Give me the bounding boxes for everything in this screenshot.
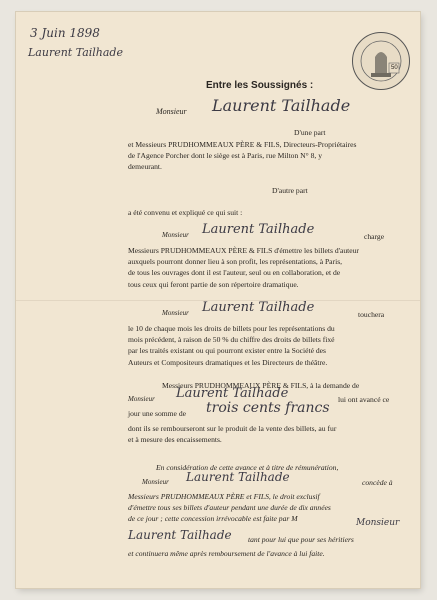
somme-text: jour une somme de [128,409,186,418]
text-line: d'émettre tous ses billets d'auteur pendant une durée de dix années [128,503,331,513]
handwritten-date: 3 Juin 1898 [30,26,100,40]
handwritten-name-5: Laurent Tailhade [186,470,290,484]
text-line: mois précédent, à raison de 50 % du chiffre des droits de billets fixé [128,335,335,345]
touchera-text: touchera [358,310,385,319]
text-line: de tous les ouvrages dont il est l'auteur, seul ou en collaboration, et de [128,268,341,278]
handwritten-amount: trois cents francs [206,400,330,416]
paragraph-3 [128,423,416,445]
concede-text: concède à [362,478,393,487]
text-line: Auteurs et Compositeurs dramatiques et les Directeurs de théâtre. [128,357,328,367]
stamp-value: 50 [391,65,398,71]
handwritten-name-3: Laurent Tailhade [202,300,315,315]
contract-sheet [16,12,420,588]
paragraph-2 [128,323,416,368]
monsieur-label: Monsieur [142,478,169,486]
text-line: Messieurs PRUDHOMMEAUX PÈRE et FILS, le droit exclusif [128,492,320,501]
handwritten-name-6: Laurent Tailhade [128,528,232,542]
monsieur-label: Monsieur [128,395,155,403]
text-line: de l'Agence Porcher dont le siège est à Paris, rue Milton N° 8, y [128,151,322,161]
charge-text: charge [364,232,385,241]
handwritten-name-2: Laurent Tailhade [202,222,315,237]
monsieur-label: Monsieur [156,107,187,116]
text-line: par les traités existant ou qui pourront exister entre la Société des [128,346,327,356]
text-line: demeurant. [128,162,162,172]
heading: Entre les Soussignés : [206,80,314,91]
stamp-seal-icon [353,33,409,89]
handwritten-signature-top: Laurent Tailhade [28,46,123,59]
text-line: et à mesure des encaissements. [128,435,222,445]
text-line: et Messieurs PRUDHOMMEAUX PÈRE & FILS, Directeurs-Propriétaires [128,140,357,149]
text-line: auxquels pourront donner lieu à son profit, les représentations, à Paris, [128,257,343,267]
messieurs-paragraph [128,139,420,173]
text-line: tous ceux qui feront partie de son répertoire dramatique. [128,279,299,289]
avance-text: lui ont avancé ce [338,395,390,404]
paragraph-3-start: Messieurs PRUDHOMMEAUX PÈRE & FILS, à la demande de [162,381,360,390]
monsieur-label: Monsieur [162,309,189,317]
text-line: le 10 de chaque mois les droits de billets pour les représentations du [128,324,335,333]
text-line: de ce jour ; cette concession irrévocable est faite par M [128,514,298,524]
heritiers-text: tant pour lui que pour ses héritiers [248,535,354,544]
handwritten-name-4: Laurent Tailhade [176,386,289,401]
text-line: dont ils se rembourseront sur le produit de la vente des billets, au fur [128,424,337,433]
handwritten-name-1: Laurent Tailhade [212,96,351,115]
convenu-text: a été convenu et expliqué ce qui suit : [128,208,243,217]
paragraph-4-start: En considération de cette avance et à titre de rémunération, [156,463,339,472]
paragraph-1 [128,245,416,290]
fiscal-stamp [352,32,410,90]
handwritten-monsieur: Monsieur [356,518,400,528]
dautre-part: D'autre part [272,186,308,195]
text-line: Messieurs PRUDHOMMEAUX PÈRE & FILS d'émettre les billets d'auteur [128,246,359,255]
dune-part: D'une part [294,128,326,137]
paragraph-4-end: et continuera même après remboursement de l'avance à lui faite. [128,549,325,558]
monsieur-label: Monsieur [162,231,189,239]
